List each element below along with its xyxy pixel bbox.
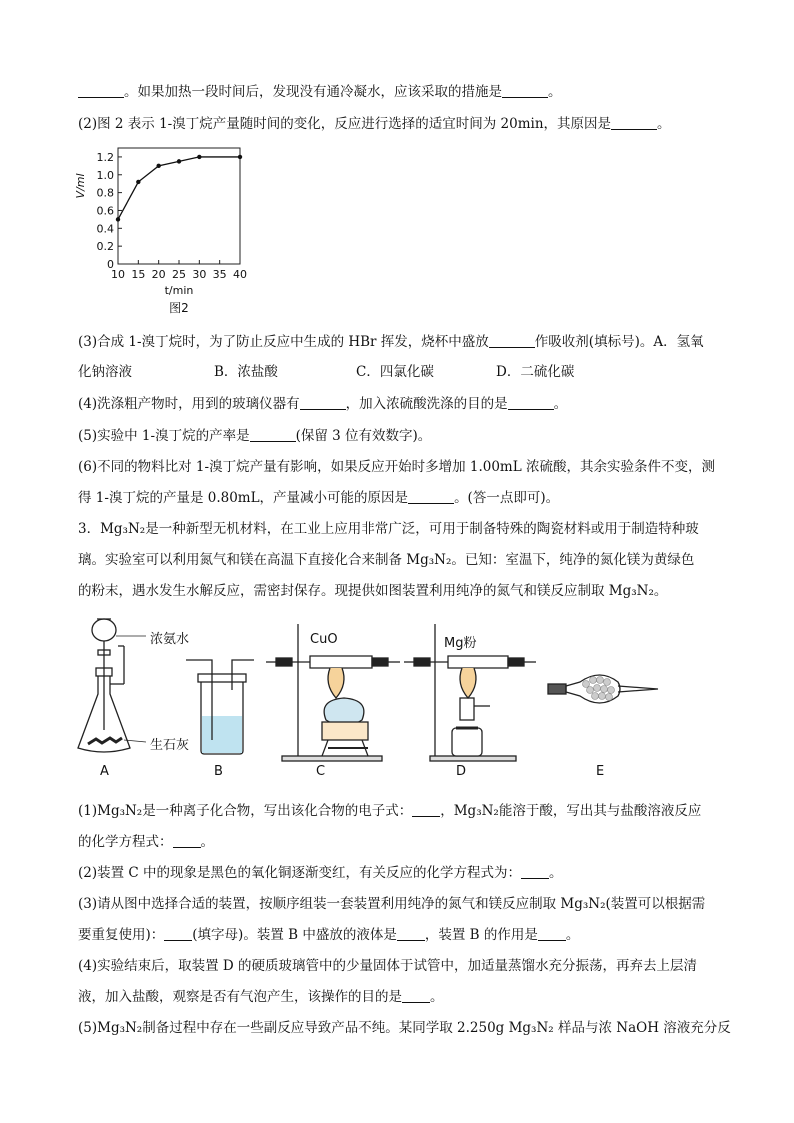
y-tick-label: 0.4 <box>96 222 114 236</box>
y-tick-label: 0.6 <box>96 204 114 218</box>
q2-sub2: (2)图 2 表示 1-溴丁烷产量随时间的变化，反应进行选择的适宜时间为 20min，其原因是 。 <box>78 116 671 132</box>
series-line <box>118 157 240 219</box>
data-point <box>197 155 201 159</box>
q3-sub5-line1: (5)Mg₃N₂制备过程中存在一些副反应导致产品不纯。某同学取 2.250g Mg₃N₂ 样品与浓 NaOH 溶液充分反 <box>78 1020 731 1036</box>
x-tick-label: 10 <box>111 268 125 281</box>
data-point <box>177 159 181 163</box>
answer-blank[interactable] <box>173 833 201 848</box>
x-tick-label: 15 <box>131 268 146 281</box>
answer-blank[interactable] <box>78 83 124 98</box>
label-d: D <box>456 764 467 779</box>
q2-sub6-line1: (6)不同的物料比对 1-溴丁烷产量有影响，如果反应开始时多增加 1.00mL 浓硫酸，其余实验条件不变，测 <box>78 459 715 475</box>
label-ammonia: 浓氨水 <box>150 632 190 647</box>
label-b: B <box>214 764 223 779</box>
option-b: B．浓盐酸 <box>214 364 278 380</box>
x-tick-label: 20 <box>151 268 166 281</box>
q3-sub4-line2: 液，加入盐酸，观察是否有气泡产生，该操作的目的是 。 <box>78 989 444 1005</box>
label-a: A <box>100 764 109 779</box>
y-tick-label: 1.0 <box>96 168 114 182</box>
label-quicklime: 生石灰 <box>150 738 190 753</box>
plot-frame <box>118 148 240 264</box>
q2-sub3: (3)合成 1-溴丁烷时，为了防止反应中生成的 HBr 挥发，烧杯中盛放 作吸收剂(填标号)。A．氢氧 <box>78 334 704 350</box>
apparatus-b <box>186 660 254 754</box>
yield-time-chart <box>72 136 252 316</box>
x-axis-label: t/min <box>164 284 194 297</box>
x-tick-label: 30 <box>192 268 207 281</box>
q3-intro-line3: 的粉末，遇水发生水解反应，需密封保存。现提供如图装置利用纯净的氮气和镁反应制取 Mg₃N₂。 <box>78 583 668 599</box>
label-cuo: CuO <box>310 632 338 647</box>
answer-blank[interactable] <box>521 864 549 879</box>
answer-blank[interactable] <box>402 988 430 1003</box>
label-mg-powder: Mg粉 <box>444 636 477 651</box>
y-tick-label: 1.2 <box>96 150 114 164</box>
q3-sub4-line1: (4)实验结束后，取装置 D 的硬质玻璃管中的少量固体于试管中，加适量蒸馏水充分振荡，再弃去上层清 <box>78 958 698 974</box>
option-a-cont: 化钠溶液 <box>78 364 132 380</box>
q3-intro-line2: 璃。实验室可以利用氮气和镁在高温下直接化合来制备 Mg₃N₂。已知：室温下，纯净的氮化镁为黄绿色 <box>78 552 695 568</box>
answer-blank[interactable] <box>489 333 535 348</box>
answer-blank[interactable] <box>300 395 346 410</box>
data-point <box>238 155 242 159</box>
data-point <box>136 180 140 184</box>
answer-blank[interactable] <box>408 489 454 504</box>
y-tick-label: 0.2 <box>96 240 114 254</box>
answer-blank[interactable] <box>397 926 425 941</box>
apparatus-a <box>78 619 146 752</box>
q3-sub3-line1: (3)请从图中选择合适的装置，按顺序组装一套装置利用纯净的氮气和镁反应制取 Mg₃N₂(装置可以根据需 <box>78 896 706 912</box>
chart-caption: 图2 <box>169 301 189 315</box>
label-e: E <box>596 764 605 779</box>
x-tick-label: 40 <box>233 268 247 281</box>
answer-blank[interactable] <box>412 802 440 817</box>
y-axis-label: V/ml <box>74 173 87 199</box>
q3-sub1-line2: 的化学方程式： 。 <box>78 834 214 850</box>
answer-blank[interactable] <box>508 395 554 410</box>
q2-sub5: (5)实验中 1-溴丁烷的产率是 (保留 3 位有效数字)。 <box>78 428 432 444</box>
q3-sub3-line2: 要重复使用)： (填字母)。装置 B 中盛放的液体是 ，装置 B 的作用是 。 <box>78 927 580 943</box>
q2-sub6-line2: 得 1-溴丁烷的产量是 0.80mL，产量减小可能的原因是 。(答一点即可)。 <box>78 490 560 506</box>
q2-sub4: (4)洗涤粗产物时，用到的玻璃仪器有 ，加入浓硫酸洗涤的目的是 。 <box>78 396 568 412</box>
answer-blank[interactable] <box>502 83 548 98</box>
q2-line0: 。如果加热一段时间后，发现没有通冷凝水，应该采取的措施是 。 <box>78 82 562 102</box>
answer-blank[interactable] <box>250 427 296 442</box>
answer-blank[interactable] <box>538 926 566 941</box>
q2-sub3-options <box>78 362 574 382</box>
q3-sub2: (2)装置 C 中的现象是黑色的氧化铜逐渐变红，有关反应的化学方程式为： 。 <box>78 865 563 881</box>
data-point <box>116 217 120 221</box>
q3-sub1-line1: (1)Mg₃N₂是一种离子化合物，写出该化合物的电子式： ，Mg₃N₂能溶于酸，写出其与盐酸溶液反应 <box>78 803 702 819</box>
y-tick-label: 0 <box>107 258 114 271</box>
apparatus-e <box>548 675 658 703</box>
x-tick-label: 35 <box>212 268 227 281</box>
y-tick-label: 0.8 <box>96 186 114 200</box>
q3-intro-line1: 3．Mg₃N₂是一种新型无机材料，在工业上应用非常广泛，可用于制备特殊的陶瓷材料或用于制造特种玻 <box>78 521 699 537</box>
x-tick-label: 25 <box>172 268 186 281</box>
option-d: D．二硫化碳 <box>496 364 575 380</box>
option-c: C．四氯化碳 <box>356 364 434 380</box>
label-c: C <box>316 764 326 779</box>
data-point <box>156 164 160 168</box>
answer-blank[interactable] <box>611 115 657 130</box>
answer-blank[interactable] <box>164 926 192 941</box>
